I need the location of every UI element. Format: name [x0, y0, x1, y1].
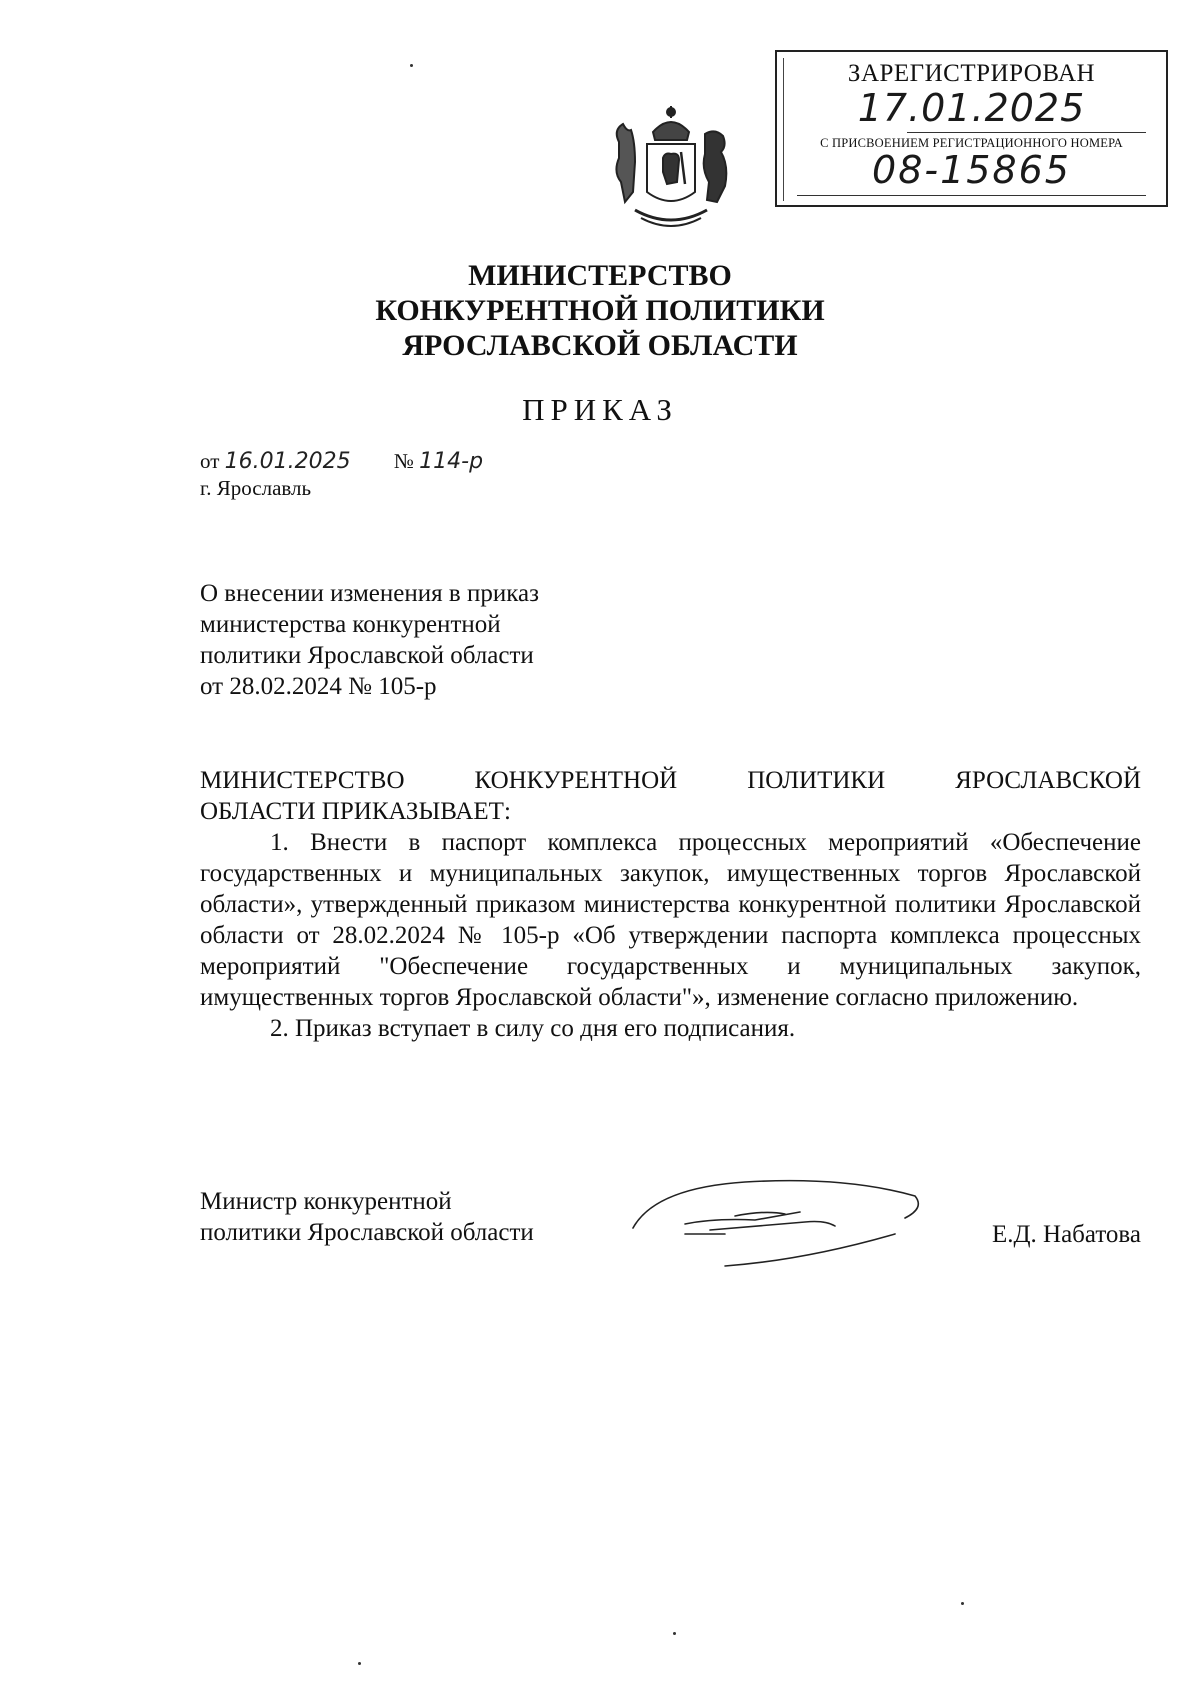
scan-speck — [961, 1602, 964, 1605]
scan-speck — [358, 1662, 361, 1665]
header-line-3: ЯРОСЛАВСКОЙ ОБЛАСТИ — [402, 329, 798, 362]
document-type: ПРИКАЗ — [522, 392, 678, 427]
preamble-line-1: МИНИСТЕРСТВО КОНКУРЕНТНОЙ ПОЛИТИКИ ЯРОСЛАВСКОЙ — [200, 767, 1141, 794]
yaroslavl-coat-of-arms-icon — [605, 102, 737, 232]
order-number: 114-р — [419, 449, 484, 474]
handwritten-signature — [625, 1168, 925, 1278]
position-line-2: политики Ярославской области — [200, 1219, 534, 1246]
position-line-1: Министр конкурентной — [200, 1188, 452, 1215]
scan-speck — [673, 1632, 676, 1635]
stamp-subtitle: С ПРИСВОЕНИЕМ РЕГИСТРАЦИОННОГО НОМЕРА — [820, 136, 1123, 150]
order-subject — [200, 578, 539, 702]
subject-line-4: от 28.02.2024 № 105-р — [200, 673, 437, 700]
subject-line-1: О внесении изменения в приказ — [200, 580, 539, 607]
order-body — [200, 765, 1141, 1044]
number-label: № — [393, 449, 414, 473]
header-line-1: МИНИСТЕРСТВО — [468, 259, 732, 292]
preamble-line-2: ОБЛАСТИ ПРИКАЗЫВАЕТ: — [200, 798, 511, 825]
stamp-date: 17.01.2025 — [857, 86, 1086, 130]
stamp-registration-number: 08-15865 — [872, 148, 1071, 192]
stamp-title: ЗАРЕГИСТРИРОВАН — [847, 60, 1096, 87]
order-item-2: 2. Приказ вступает в силу со дня его подписания. — [270, 1015, 796, 1042]
signatory-name: Е.Д. Набатова — [991, 1221, 1141, 1248]
city: г. Ярославль — [200, 476, 312, 500]
order-item-1: 1. Внести в паспорт комплекса процессных мероприятий «Обеспечение государственных и муниципальных закупок, имущественных торгов Ярославской области», утвержденный приказом министерства конкурентной политики Ярославской области от 28.02.2024 № 105-р «Об утверждении паспорта комплекса процессных мероприятий "Обеспечение государственных и муниципальных закупок, имущественных торгов Ярославской области"», изменение согласно приложению. — [200, 829, 1141, 1011]
subject-line-3: политики Ярославской области — [200, 642, 534, 669]
header-line-2: КОНКУРЕНТНОЙ ПОЛИТИКИ — [375, 294, 825, 327]
registration-stamp — [775, 50, 1168, 207]
order-meta — [200, 448, 483, 502]
stamp-bottom-line — [797, 195, 1146, 196]
signatory-position — [200, 1186, 534, 1248]
order-date: 16.01.2025 — [224, 449, 351, 474]
from-label: от — [200, 449, 220, 473]
order-date-row — [200, 448, 483, 475]
scan-speck — [410, 64, 413, 67]
stamp-divider — [907, 132, 1146, 133]
ministry-header — [0, 258, 1200, 363]
subject-line-2: министерства конкурентной — [200, 611, 501, 638]
